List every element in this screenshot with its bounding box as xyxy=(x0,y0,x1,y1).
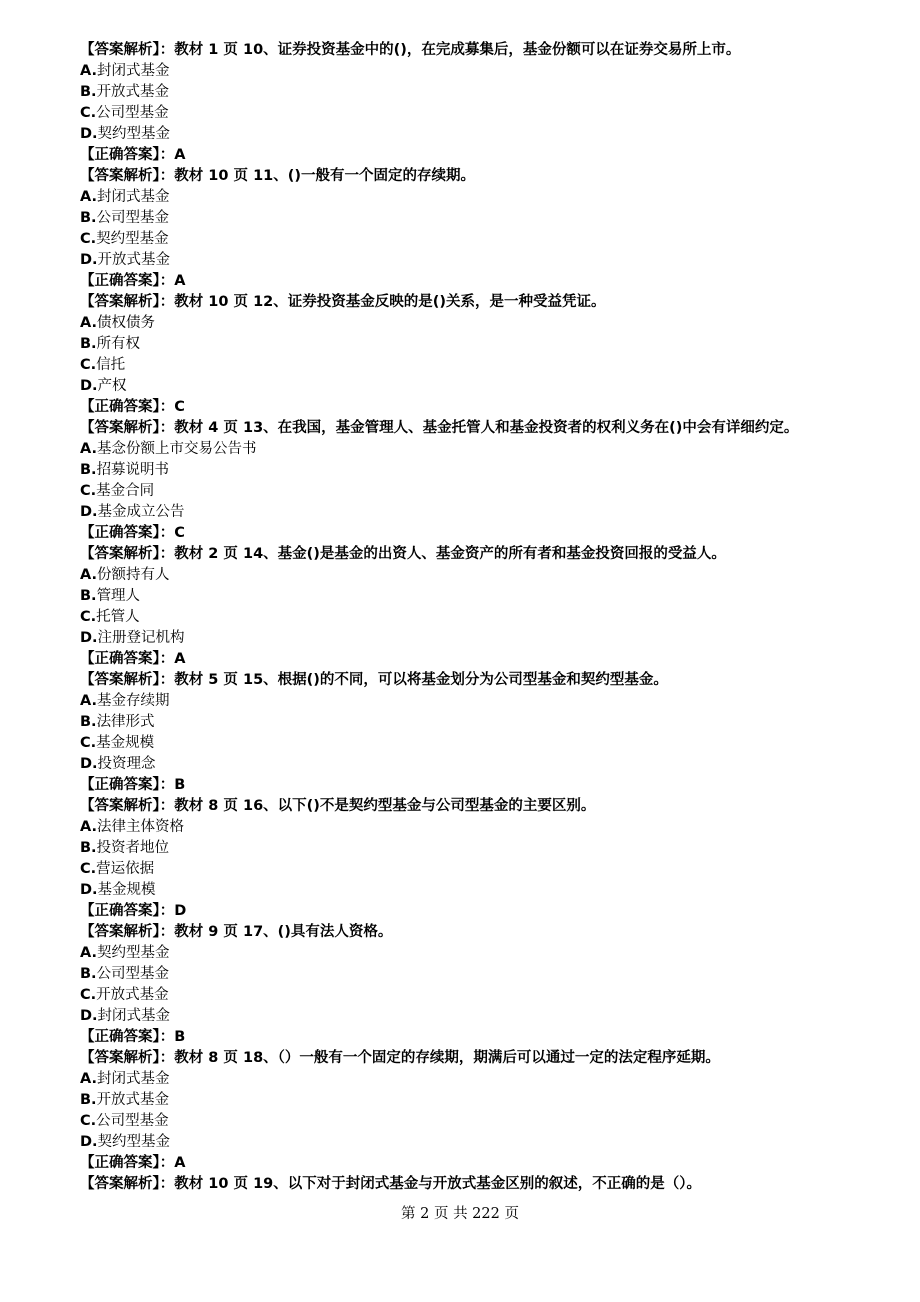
option-text: 封闭式基金 xyxy=(97,189,170,205)
label-separator: ： xyxy=(159,672,175,688)
label-separator: ： xyxy=(159,1155,175,1171)
answer-analysis-line xyxy=(80,922,900,943)
question-text: 教材 10 页 19、以下对于封闭式基金与开放式基金区别的叙述，不正确的是（）。 xyxy=(174,1176,701,1192)
question-text: 教材 9 页 17、()具有法人资格。 xyxy=(174,924,393,940)
option-line xyxy=(80,124,900,145)
correct-answer-label: 【正确答案】 xyxy=(80,1029,160,1045)
correct-answer-line xyxy=(80,271,900,292)
option-letter: D. xyxy=(80,252,98,268)
label-separator: ： xyxy=(159,924,175,940)
option-text: 信托 xyxy=(96,357,126,373)
option-line xyxy=(80,439,900,460)
option-line xyxy=(80,187,900,208)
correct-answer-label: 【正确答案】 xyxy=(80,399,160,415)
option-letter: C. xyxy=(80,735,97,751)
option-text: 公司型基金 xyxy=(96,1113,169,1129)
answer-analysis-line xyxy=(80,1048,900,1069)
analysis-label: 【答案解析】 xyxy=(80,924,160,940)
question-text: 教材 10 页 11、()一般有一个固定的存续期。 xyxy=(174,168,476,184)
option-letter: D. xyxy=(80,1008,98,1024)
option-letter: B. xyxy=(80,84,97,100)
option-line xyxy=(80,733,900,754)
option-line xyxy=(80,1090,900,1111)
correct-answer-value: C xyxy=(174,399,185,415)
analysis-label: 【答案解析】 xyxy=(80,294,160,310)
option-text: 基金存续期 xyxy=(97,693,170,709)
answer-analysis-line xyxy=(80,418,900,439)
option-text: 基金规模 xyxy=(96,735,155,751)
label-separator: ： xyxy=(159,777,175,793)
option-letter: B. xyxy=(80,336,97,352)
analysis-label: 【答案解析】 xyxy=(80,420,160,436)
option-line xyxy=(80,460,900,481)
option-text: 契约型基金 xyxy=(97,1134,171,1150)
page-number-text: 第 2 页 共 222 页 xyxy=(401,1206,519,1222)
option-line xyxy=(80,1069,900,1090)
label-separator: ： xyxy=(159,546,175,562)
option-text: 债权债务 xyxy=(97,315,155,331)
correct-answer-value: A xyxy=(174,651,186,667)
option-letter: C. xyxy=(80,483,97,499)
option-line xyxy=(80,61,900,82)
correct-answer-value: A xyxy=(174,1155,186,1171)
answer-analysis-line xyxy=(80,166,900,187)
option-line xyxy=(80,754,900,775)
label-separator: ： xyxy=(159,798,175,814)
option-line xyxy=(80,691,900,712)
option-text: 招募说明书 xyxy=(96,462,170,478)
option-line xyxy=(80,355,900,376)
option-line xyxy=(80,229,900,250)
option-text: 契约型基金 xyxy=(97,126,171,142)
option-letter: A. xyxy=(80,693,97,709)
label-separator: ： xyxy=(159,651,175,667)
option-letter: A. xyxy=(80,315,97,331)
analysis-label: 【答案解析】 xyxy=(80,168,160,184)
page-footer xyxy=(0,1204,920,1225)
option-text: 公司型基金 xyxy=(96,966,170,982)
answer-analysis-line xyxy=(80,1174,900,1195)
option-letter: A. xyxy=(80,1071,97,1087)
label-separator: ： xyxy=(159,1029,175,1045)
option-text: 封闭式基金 xyxy=(97,1071,170,1087)
option-text: 基金合同 xyxy=(96,483,155,499)
option-line xyxy=(80,607,900,628)
label-separator: ： xyxy=(159,525,175,541)
label-separator: ： xyxy=(159,1050,175,1066)
option-letter: A. xyxy=(80,945,97,961)
answer-analysis-line xyxy=(80,40,900,61)
analysis-label: 【答案解析】 xyxy=(80,1050,160,1066)
answer-analysis-line xyxy=(80,670,900,691)
analysis-label: 【答案解析】 xyxy=(80,546,160,562)
option-text: 封闭式基金 xyxy=(97,63,170,79)
answer-analysis-line xyxy=(80,544,900,565)
option-line xyxy=(80,334,900,355)
option-line xyxy=(80,628,900,649)
document-body xyxy=(80,40,900,1195)
correct-answer-label: 【正确答案】 xyxy=(80,651,160,667)
option-letter: C. xyxy=(80,1113,97,1129)
option-text: 投资者地位 xyxy=(96,840,170,856)
option-letter: A. xyxy=(80,441,97,457)
correct-answer-label: 【正确答案】 xyxy=(80,147,160,163)
option-text: 托管人 xyxy=(96,609,140,625)
correct-answer-line xyxy=(80,145,900,166)
label-separator: ： xyxy=(159,903,175,919)
label-separator: ： xyxy=(159,273,175,289)
label-separator: ： xyxy=(159,42,175,58)
label-separator: ： xyxy=(159,399,175,415)
option-letter: C. xyxy=(80,357,97,373)
correct-answer-line xyxy=(80,1153,900,1174)
correct-answer-line xyxy=(80,397,900,418)
analysis-label: 【答案解析】 xyxy=(80,42,160,58)
correct-answer-line xyxy=(80,1027,900,1048)
option-line xyxy=(80,943,900,964)
option-line xyxy=(80,376,900,397)
option-text: 开放式基金 xyxy=(96,987,169,1003)
option-line xyxy=(80,103,900,124)
option-line xyxy=(80,313,900,334)
label-separator: ： xyxy=(159,1176,175,1192)
correct-answer-label: 【正确答案】 xyxy=(80,273,160,289)
correct-answer-value: B xyxy=(174,1029,186,1045)
option-line xyxy=(80,565,900,586)
option-text: 基念份额上市交易公告书 xyxy=(97,441,257,457)
option-line xyxy=(80,586,900,607)
option-letter: D. xyxy=(80,1134,98,1150)
correct-answer-value: A xyxy=(174,273,186,289)
option-letter: B. xyxy=(80,714,97,730)
option-letter: A. xyxy=(80,189,97,205)
question-text: 教材 10 页 12、证券投资基金反映的是()关系，是一种受益凭证。 xyxy=(174,294,606,310)
question-text: 教材 2 页 14、基金()是基金的出资人、基金资产的所有者和基金投资回报的受益人。 xyxy=(174,546,726,562)
option-letter: A. xyxy=(80,819,97,835)
question-text: 教材 8 页 16、以下()不是契约型基金与公司型基金的主要区别。 xyxy=(174,798,596,814)
option-text: 营运依据 xyxy=(96,861,155,877)
option-letter: B. xyxy=(80,1092,97,1108)
correct-answer-label: 【正确答案】 xyxy=(80,903,160,919)
option-text: 开放式基金 xyxy=(97,252,171,268)
analysis-label: 【答案解析】 xyxy=(80,1176,160,1192)
option-text: 法律形式 xyxy=(96,714,155,730)
option-line xyxy=(80,208,900,229)
option-text: 管理人 xyxy=(96,588,141,604)
option-letter: C. xyxy=(80,231,97,247)
label-separator: ： xyxy=(159,294,175,310)
correct-answer-value: C xyxy=(174,525,185,541)
option-text: 开放式基金 xyxy=(96,84,170,100)
correct-answer-label: 【正确答案】 xyxy=(80,777,160,793)
option-letter: B. xyxy=(80,588,97,604)
correct-answer-line xyxy=(80,775,900,796)
option-letter: B. xyxy=(80,210,97,226)
label-separator: ： xyxy=(159,420,175,436)
option-letter: B. xyxy=(80,966,97,982)
option-text: 公司型基金 xyxy=(96,210,170,226)
option-line xyxy=(80,964,900,985)
option-letter: C. xyxy=(80,609,97,625)
option-letter: D. xyxy=(80,504,98,520)
answer-analysis-line xyxy=(80,292,900,313)
label-separator: ： xyxy=(159,147,175,163)
option-text: 公司型基金 xyxy=(96,105,169,121)
option-text: 开放式基金 xyxy=(96,1092,170,1108)
option-line xyxy=(80,502,900,523)
option-letter: D. xyxy=(80,126,98,142)
option-line xyxy=(80,838,900,859)
option-line xyxy=(80,880,900,901)
question-text: 教材 5 页 15、根据()的不同，可以将基金划分为公司型基金和契约型基金。 xyxy=(174,672,668,688)
option-line xyxy=(80,1006,900,1027)
option-line xyxy=(80,1111,900,1132)
option-letter: C. xyxy=(80,987,97,1003)
correct-answer-value: A xyxy=(174,147,186,163)
option-text: 法律主体资格 xyxy=(97,819,184,835)
correct-answer-label: 【正确答案】 xyxy=(80,525,160,541)
option-letter: D. xyxy=(80,756,98,772)
option-text: 投资理念 xyxy=(97,756,156,772)
option-line xyxy=(80,82,900,103)
question-text: 教材 8 页 18、（）一般有一个固定的存续期，期满后可以通过一定的法定程序延期。 xyxy=(174,1050,720,1066)
correct-answer-value: D xyxy=(174,903,187,919)
label-separator: ： xyxy=(159,168,175,184)
analysis-label: 【答案解析】 xyxy=(80,672,160,688)
option-line xyxy=(80,817,900,838)
option-letter: D. xyxy=(80,882,98,898)
option-text: 所有权 xyxy=(96,336,141,352)
option-text: 产权 xyxy=(97,378,127,394)
analysis-label: 【答案解析】 xyxy=(80,798,160,814)
question-text: 教材 1 页 10、证券投资基金中的()，在完成募集后，基金份额可以在证券交易所上市。 xyxy=(174,42,741,58)
correct-answer-value: B xyxy=(174,777,186,793)
answer-analysis-line xyxy=(80,796,900,817)
option-line xyxy=(80,859,900,880)
option-text: 基金规模 xyxy=(97,882,156,898)
option-letter: A. xyxy=(80,63,97,79)
option-text: 契约型基金 xyxy=(97,945,170,961)
option-line xyxy=(80,250,900,271)
option-line xyxy=(80,481,900,502)
correct-answer-line xyxy=(80,523,900,544)
correct-answer-line xyxy=(80,649,900,670)
correct-answer-label: 【正确答案】 xyxy=(80,1155,160,1171)
option-letter: A. xyxy=(80,567,97,583)
option-text: 基金成立公告 xyxy=(97,504,185,520)
option-line xyxy=(80,712,900,733)
option-text: 封闭式基金 xyxy=(97,1008,171,1024)
option-letter: B. xyxy=(80,462,97,478)
question-text: 教材 4 页 13、在我国，基金管理人、基金托管人和基金投资者的权利义务在()中会有详细约定。 xyxy=(174,420,799,436)
option-line xyxy=(80,1132,900,1153)
option-text: 注册登记机构 xyxy=(97,630,185,646)
option-letter: B. xyxy=(80,840,97,856)
option-text: 契约型基金 xyxy=(96,231,169,247)
option-text: 份额持有人 xyxy=(97,567,170,583)
option-line xyxy=(80,985,900,1006)
option-letter: C. xyxy=(80,861,97,877)
option-letter: C. xyxy=(80,105,97,121)
correct-answer-line xyxy=(80,901,900,922)
option-letter: D. xyxy=(80,630,98,646)
option-letter: D. xyxy=(80,378,98,394)
